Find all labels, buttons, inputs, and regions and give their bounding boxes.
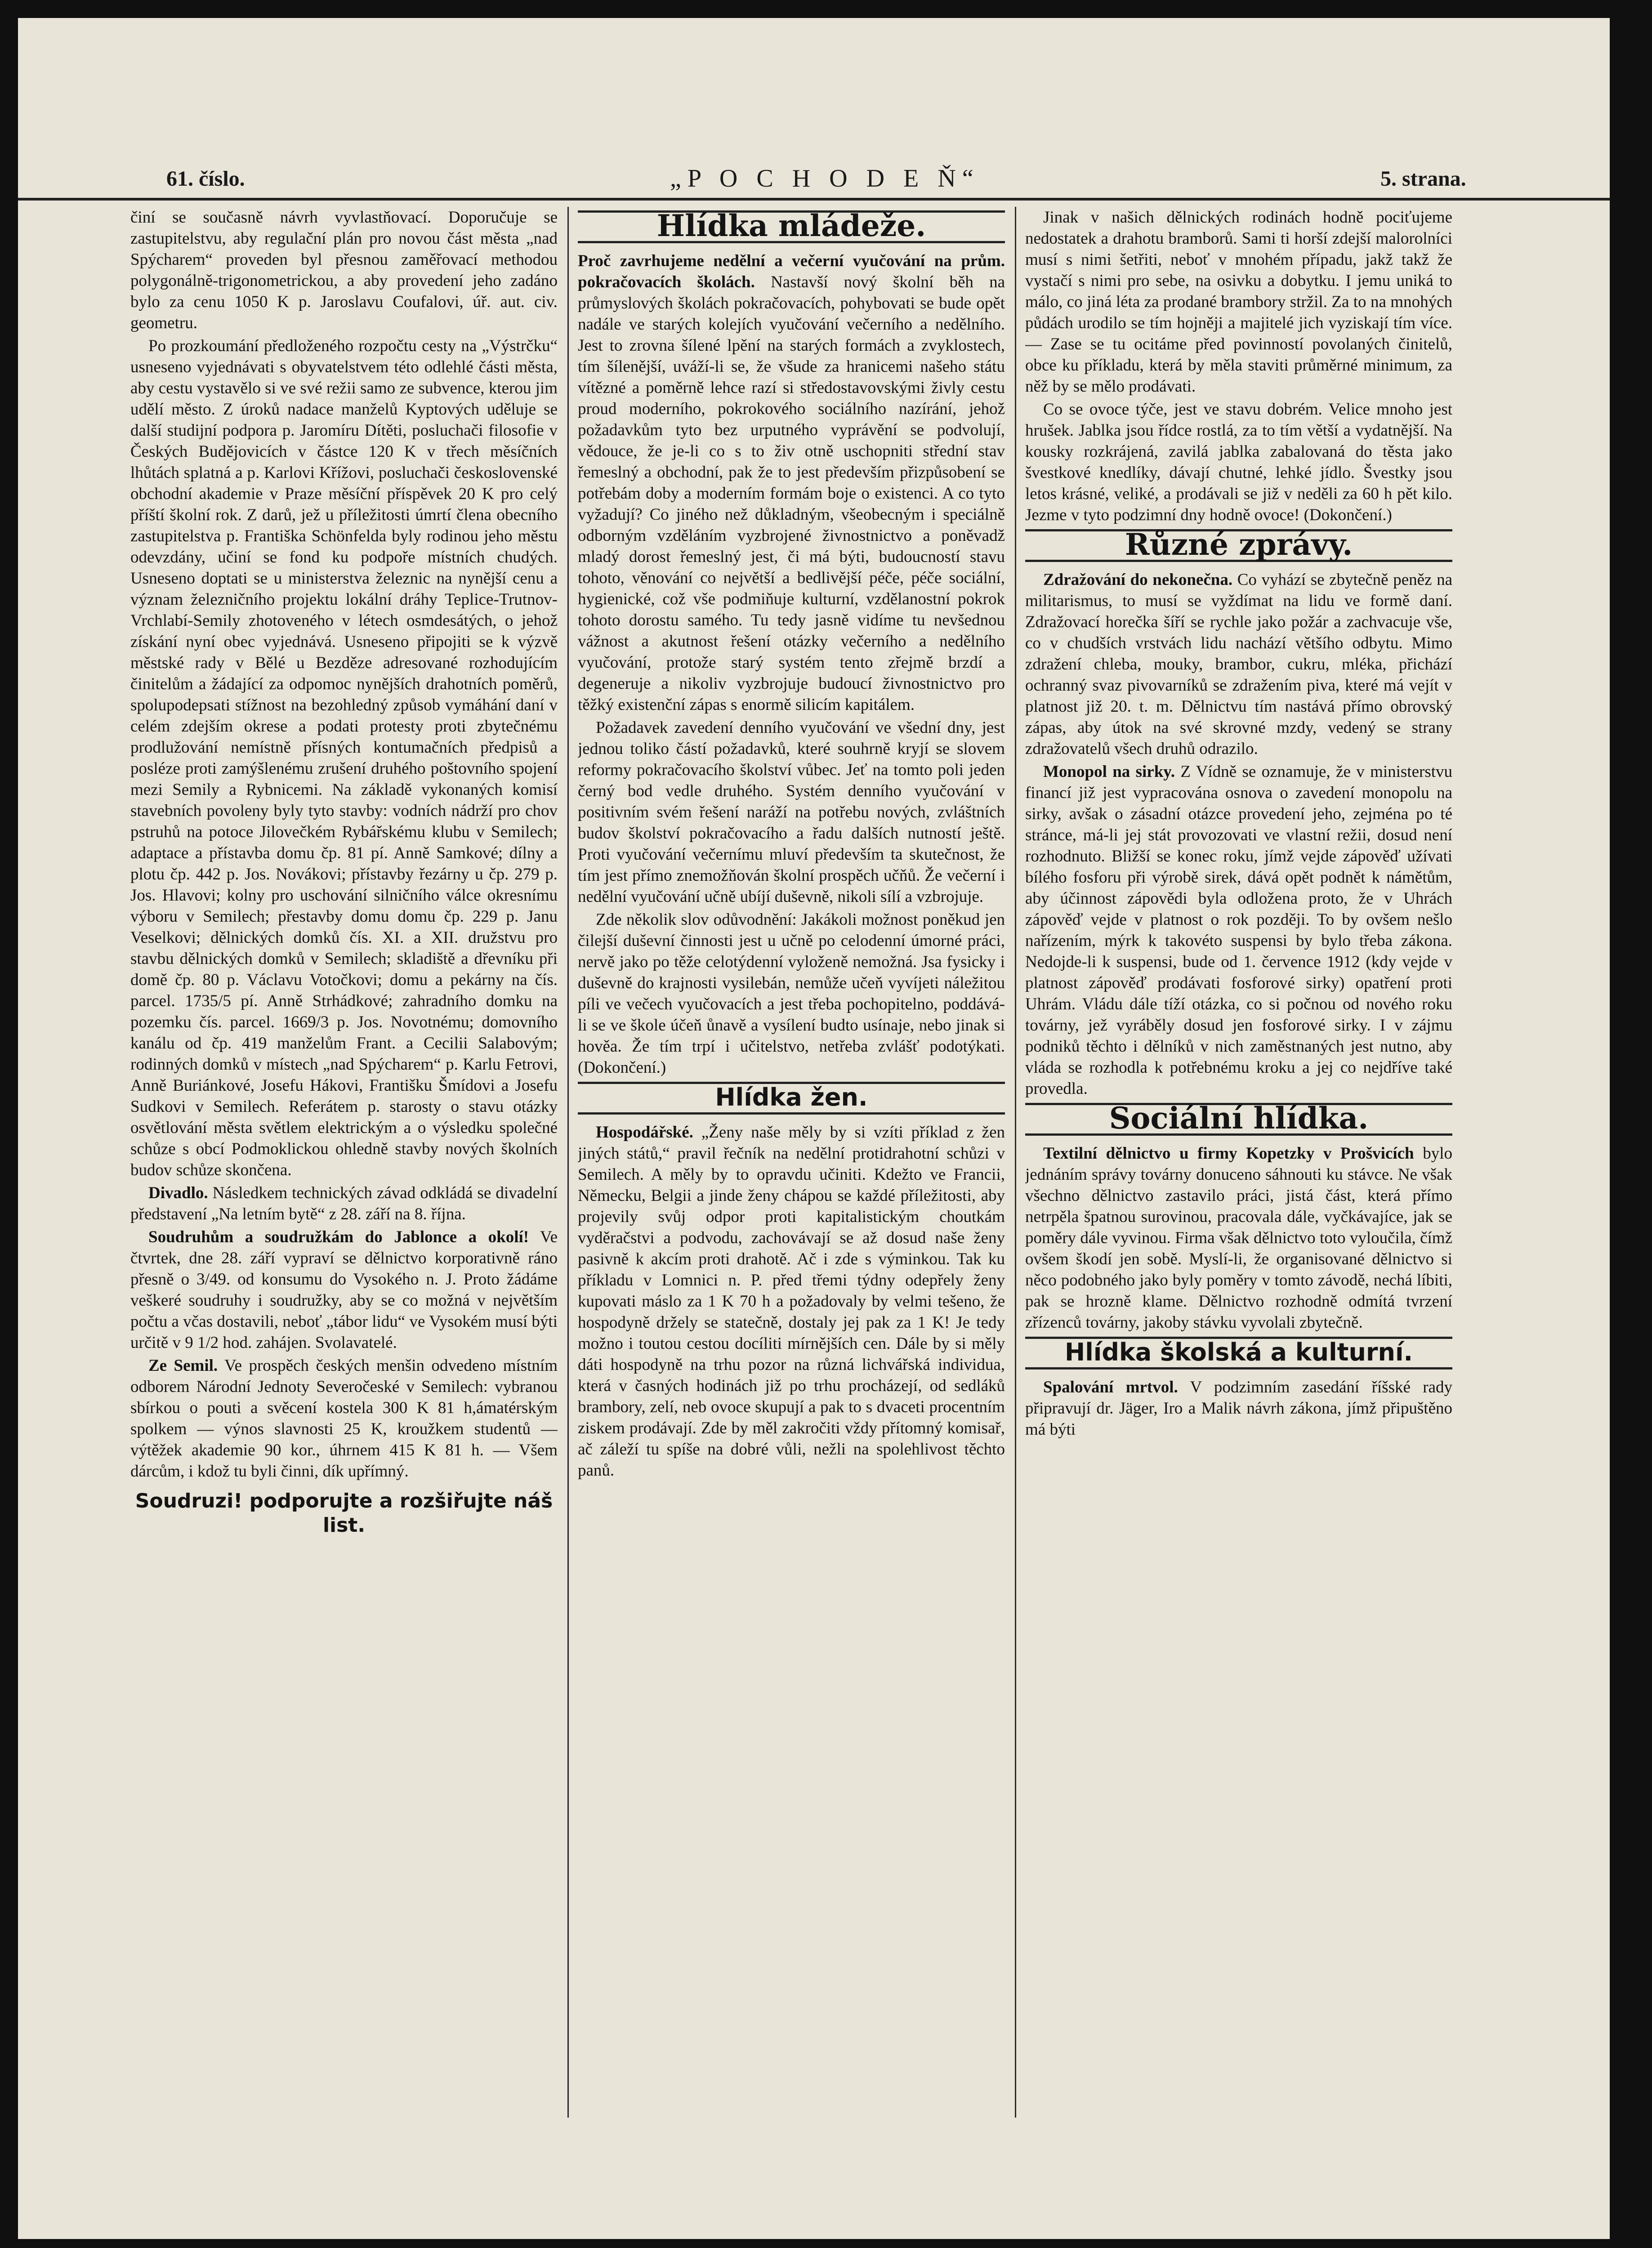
item-lead: Divadlo. xyxy=(148,1184,208,1202)
item-lead: Soudruhům a soudružkám do Jablonce a okolí! xyxy=(148,1228,529,1246)
article-lead: Monopol na sirky. xyxy=(1043,763,1175,781)
column-3 xyxy=(1025,207,1452,2140)
item-text: Ve prospěch českých menšin odvedeno místním odborem Národní Jednoty Severočeské v Semilech: vybranou sbírkou o pouti a svěcení kostela 300 K 81 h,ámatérským spolkem — výnos slavnosti 25 K, kroužkem studentů — výtěžek akademie 90 kor., úhrnem 415 K 81 h. — Všem dárcům, i kdož tu byli činni, dík upřímný. xyxy=(130,1356,558,1481)
article-lead: Textilní dělnictvo u firmy Kopetzky v Prošvicích xyxy=(1043,1144,1414,1163)
slogan: Soudruzi! podporujte a rozšiřujte náš list. xyxy=(135,1490,553,1537)
news-item-semil xyxy=(130,1355,558,1482)
article-paragraph xyxy=(578,909,1005,1078)
column-rule xyxy=(567,207,569,2118)
article-text: Nastavší nový školní běh na průmyslových školách pokračovacích, pohybovati se bude opět nadále ve starých kolejích vyučování večerního a nedělního. Jest to zrovna šílené lpění na starých formách a zvyklostech, tím šílenější, uváží-li se, že všude za hranicemi našeho státu vítězné a poměrně lehce razí si středostavovskými živly cestu proud moderního, pokrokového sociálního nazírání, jehož požadavkům tyto bez urputného vyprávění se podvolují, vědouce, že je-li co s to živ otně uschopniti střední stav řemeslný a obchodní, pak že to jest především přizpůsobení se potřebám doby a moderním formám boje o existenci. A co tyto vyžadují? Co jiného než důkladným, všeobecným i speciálně odborným vzděláním vyzbrojené živnostnictvo a poněvadž mladý dorost řemeslný jest, či má býti, budoucností stavu tohoto, věnování co největší a bedlivější péče, péče sociální, hygienické, což vše podmiňuje kulturní, vzdělanostní pokrok tohoto dorostu samého. Tu tedy jasně vidíme tu nevšednou vážnost a akutnost řešení otázky večerního a nedělního vyučování, protože starý systém tento zřejmě brzdí a degeneruje a nikoliv vyzbrojuje budoucí živnostnictvo pro těžký existenční zápas s enormě silicím kapitálem. xyxy=(578,273,1005,714)
news-item-divadlo xyxy=(130,1182,558,1225)
item-text: Následkem technických závad odkládá se divadelní představení „Na letním bytě“ z 28. září na 8. října. xyxy=(130,1184,558,1223)
continuation-note: (Dokončení.) xyxy=(1304,506,1392,524)
page-number: 5. strana. xyxy=(1380,167,1466,191)
article-lead: Spalování mrtvol. xyxy=(1043,1378,1178,1396)
page-header xyxy=(18,148,1610,201)
article-paragraph: Po prozkoumání předloženého rozpočtu cesty na „Výstrčku“ usneseno vyjednávati s obyvatelstvem této odlehlé části města, aby cestu vystavělo si ve své režii samo ze subvence, kterou jim udělí město. Z úroků nadace manželů Kyptových uděluje se další studijní podpora p. Jaromíru Dítěti, posluchači filosofie v Českých Budějovicích v částce 120 K v třech měsíčních lhůtách splatná a p. Karlovi Křížovi, posluchači československé obchodní akademie v Praze měsíční příspěvek 20 K pro celý příští školní rok. Z darů, jež u příležitosti úmrtí člena obecního zastupitelstva p. Františka Schönfelda byly rodinou jeho městu odevzdány, učiní se fond ku podpoře místních chudých. Usneseno doptati se u ministerstva železnic na nynější cenu a význam železničního projektu lokální dráhy Teplice-Trutnov-Vrchlabí-Semily zhotoveného v létech osmdesátých, o jehož získání nyní obec vyjednává. Usneseno připojiti se k výzvě městské rady v Bělé u Bezděze adresované rozhodujícím činitelům a žádající za odpomoc nynějších drahotních poměrů, spolupodepsati stížnost na bezohledný způsob vymáhání daní v celém zdejším okrese a podati protesty proti zbytečnému prodlužování nemístně přísných kontumačních předpisů a posléze proti zamýšlenému zrušení druhého poštovního spojení mezi Semily a Rybnicemi. Na základě vykonaných komisí stavebních povoleny byly tyto stavby: vodních nádrží pro chov pstruhů na potoce Jilovečkém Rybářskému klubu v Semilech; adaptace a přístavba domu čp. 81 pí. Anně Samkové; dílny a plotu čp. 442 p. Jos. Novákovi; přístavby řezárny u čp. 279 p. Jos. Hlavovi; kolny pro uschování silničního válce okresnímu výboru v Semilech; přestavby domu domu čp. 229 p. Janu Veselkovi; dělnických domků čís. XI. a XII. družstvu pro stavbu dělnických domků v Semilech; skladiště a dřevníku při domě čp. 80 p. Václavu Votočkovi; domu a pekárny na čís. parcel. 1735/5 pí. Anně Strhádkové; zahradního domku na pozemku čís. parcel. 1669/3 p. Jos. Novotnému; domovního kanálu od čp. 419 manželům Frant. a Cecilii Salabovým; rodinných domků v místech „nad Spýcharem“ p. Karlu Fetrovi, Anně Buriánkové, Josefu Hákovi, Františku Šmídovi a Josefu Sudkovi v Semilech. Referátem p. starosty o stavu otázky osvětlování města světlem elektrickým a o výsledku společné schůze s obcí Podmoklickou ohledně stavby nových školních budov schůze skončena. xyxy=(130,337,558,1179)
section-title: Hlídka mládeže. xyxy=(578,210,1005,243)
signature: Svolavatelé. xyxy=(315,1334,397,1352)
column-2 xyxy=(578,207,1005,2140)
column-1 xyxy=(130,207,558,2140)
article-text: Co vyhází se zbytečně peněz na militarismus, to musí se vyždímat na lidu ve formě daní. Zdražovací horečka šíří se rychle jako požár a zachvacuje vše, co v chudších vrstvách lidu nachází většího odbytu. Mimo zdražení chleba, mouky, brambor, cukru, mléka, přichází ochranný svaz pivovarníků se zdražením piva, které má vejít v platnost již 20. t. m. Dělnictvu tím nastává přímo obrovský zápas, aby útok na své skrovné mzdy, vedený se strany zdražovatelů všech druhů odrazilo. xyxy=(1025,571,1452,758)
continuation-note: (Dokončení.) xyxy=(578,1058,666,1077)
newspaper-title: „P O C H O D E Ň“ xyxy=(670,165,980,192)
article-paragraph xyxy=(1025,1143,1452,1333)
article-paragraph xyxy=(1025,569,1452,759)
section-title: Různé zprávy. xyxy=(1025,529,1452,562)
section-title: Sociální hlídka. xyxy=(1025,1103,1452,1136)
article-paragraph: činí se současně návrh vyvlastňovací. Doporučuje se zastupitelstvu, aby regulační plán pro novou část města „nad Spýcharem“ proveden byl přesnou zaměřovací methodou polygonálně-trigonometrickou, a aby provedení jeho zadáno bylo za cenu 1050 K p. Jaroslavu Coufalovi, úř. aut. civ. geometru. xyxy=(130,208,558,332)
article-text: bylo jednáním správy továrny donuceno sáhnouti ku stávce. Ne však všechno dělnictvo zastavilo práci, jistá část, která přímo netrpěla špatnou surovinou, pracovala dále, vyčkávajíce, jak se poměry dále vyvinou. Firma však dělnictvo toto vyloučila, čímž ovšem škodí jen sobě. Myslí-li, že organisované dělnictvo si něco podobného jako byly poměry v tomto závodě, nechá líbiti, pak se hrozně klame. Dělnictvo rozhodně odmítá tvrzení zřízenců továrny, jakoby stávku vyvolali zbytečně. xyxy=(1025,1144,1452,1332)
article-paragraph xyxy=(1025,761,1452,1099)
section-title: Hlídka školská a kulturní. xyxy=(1025,1337,1452,1369)
article-paragraph: Požadavek zavedení denního vyučování ve všední dny, jest jednou toliko částí požadavků, které souhrně kryjí se slovem reformy pokračovacího školství vůbec. Jeť na tomto poli jeden černý bod vedle druhého. Systém denního vyučování v positivním svém řešení naráží na potřebu nových, zvláštních budov školství pokračovacího a řadu dalších nutností ještě. Proti vyučování večernímu mluví především ta skutečnost, že tím jest přímo znemožňován školní prospěch učňů. Že večerní i nedělní vyučování učně ubíjí duševně, nikoli sílí a vzbrojuje. xyxy=(578,718,1005,906)
article-lead: Proč zavrhujeme nedělní a večerní vyučování na prům. pokračovacích školách. xyxy=(578,252,1005,291)
item-text: Ve čtvrtek, dne 28. září vypraví se dělnictvo korporativně ráno přesně o 3/49. od konsumu do Vysokého n. J. Proto žádáme veškeré soudruhy i soudružky, aby se co možná v největším počtu a včas dostavili, neboť „tábor lidu“ ve Vysokém musí býti určitě v 9 1/2 hod. zahájen. xyxy=(130,1228,558,1352)
item-lead: Ze Semil. xyxy=(148,1356,218,1375)
article-paragraph xyxy=(578,250,1005,715)
column-rule xyxy=(1015,207,1016,2118)
article-paragraph xyxy=(1025,1377,1452,1440)
article-paragraph xyxy=(578,1122,1005,1481)
article-text: Z Vídně se oznamuje, že v ministerstvu financí již jest vypracována osnova o zavedení monopolu na sirky, avšak o zásadní otázce provedení jeho, zejména po té stránce, má-li jej stát provozovati ve vlastní režii, dosud není rozhodnuto. Bližší se konec roku, jímž vejde zápověď užívati bílého fosforu při výrobě sirek, dává opět podnět k námětům, aby účinnost zápovědi byla odložena proto, že v Uhrách zápověď vejde v platnost o rok později. To by ovšem nešlo nařízením, mýrk k takovéto suspensi by bylo třeba zákona. Nedojde-li k suspensi, bude od 1. července 1912 (kdy vejde v platnost zápověď prodávati fosforové sirky) opatření proti Uhrám. Vládu dále tíží otázka, co si počnou od nového roku továrny, jež vyráběly dosud jen fosforové sirky. I v zájmu podniků těchto i dělníků v nich zaměstnaných jest nutno, aby vláda se rozhodla k potřebnému kroku a jej co nejdříve také provedla. xyxy=(1025,763,1452,1098)
article-text: V podzimním zasedání říšské rady připravují dr. Jäger, Iro a Malik návrh zákona, jímž připuštěno má býti xyxy=(1025,1378,1452,1439)
article-paragraph: Jinak v našich dělnických rodinách hodně pociťujeme nedostatek a drahotu bramborů. Sami ti horší zdejší malorolníci musí s nimi šetřiti, neboť v mnohém případu, jakž takž že vystačí s nimi pro sebe, na osivku a dobytku. I jemu uniká to málo, co jiná léta za prodané brambory stržil. Za to na mnohých půdách urodilo se tím hojněji a majitelé jich vyziskají tím více. — Zase se tu ocitáme před povinností povolaných činitelů, obce ku příkladu, která by měla staviti průměrné minimum, za něž by se mělo prodávati. xyxy=(1025,208,1452,396)
section-title: Hlídka žen. xyxy=(578,1082,1005,1115)
article-text: „Ženy naše měly by si vzíti příklad z žen jiných států,“ pravil řečník na nedělní protidrahotní schůzi v Semilech. A měly by to opravdu učiniti. Kdežto ve Francii, Německu, Belgii a jinde ženy chápou se každé příležitosti, aby projevily svůj odpor proti kapitalistickým choutkám vyděračstvi a podvodu, zachovávají se až dosud naše ženy pasivně k akcím proti drahotě. Ač i zde s výminkou. Tak ku příkladu v Lomnici n. P. před třemi týdny odepřely ženy kupovati máslo za 1 K 70 h a požadovaly by velmi tešeno, že hospodyně držely se statečně, dostaly jej pak za 1 K! Je tedy možno i toutou cestou docíliti mírnějších cen. Dále by si měly dáti hospodyně na trhu pozor na různá lichvářská individua, která v časných hodinách již po trhu procházejí, od sedláků brambory, zelí, neb ovoce skupují a pak to s dvaceti procentním ziskem prodávají. Zde by měl zakročiti vždy přítomný komisař, ač záleží tu spíše na dobré vůli, nežli na spolehlivost těchto panů. xyxy=(578,1123,1005,1480)
article-lead: Hospodářské. xyxy=(596,1123,693,1142)
article-lead: Zdražování do nekonečna. xyxy=(1043,571,1233,589)
news-item-soudruhum xyxy=(130,1227,558,1353)
article-text: Co se ovoce týče, jest ve stavu dobrém. Velice mnoho jest hrušek. Jablka jsou řídce rostlá, za to tím větší a vydatnější. Na kousky rozkrájená, zavilá jablka zabalovaná do těsta jako švestkové knedlíky, dávají chutné, lehké jídlo. Švestky jsou letos krásné, veliké, a prodávali se již v neděli za 60 h pět kilo. Jezme v tyto podzimní dny hodně ovoce! xyxy=(1025,400,1452,524)
article-paragraph xyxy=(1025,399,1452,526)
newspaper-page xyxy=(18,18,1610,2239)
article-text: Zde několik slov odůvodnění: Jakákoli možnost poněkud jen čilejší duševní činnosti jest u učně po celodenní úmorné práci, nervě jako po těže celotýdenní vyloženě nemožná. Jsa fysicky i duševně do krajnosti vysilebán, nemůže učeň vyvíjeti náležitou píli ve večech vyučovacích a jest třeba pochopitelno, poddává-li se ve škole účeň ůnavě a vysílení budto usínaje, nebo jinak si hověa. Že tím trpí i učitelstvo, netřeba zvlášť podotýkati. xyxy=(578,910,1005,1056)
issue-number: 61. číslo. xyxy=(166,167,245,191)
